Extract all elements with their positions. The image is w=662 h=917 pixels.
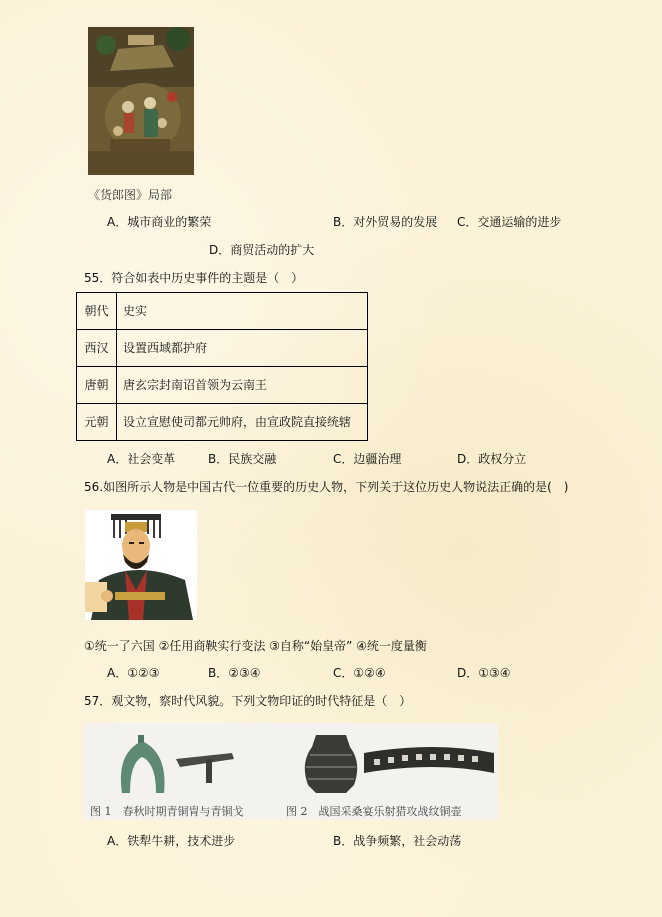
q56-stem: 56.如图所示人物是中国古代一位重要的历史人物，下列关于这位历史人物说法正确的是( ) bbox=[84, 480, 569, 494]
table-cell-fact: 设立宣慰使司都元帅府，由宣政院直接统辖 bbox=[117, 404, 368, 441]
table-row bbox=[77, 367, 368, 404]
q54-option-b[interactable]: B．对外贸易的发展 bbox=[333, 215, 438, 229]
q57-stem: 57．观文物，察时代风貌。下列文物印证的时代特征是（ ） bbox=[84, 694, 412, 708]
fig2-caption: 图 2 战国采桑宴乐射猎攻战纹铜壶 bbox=[286, 805, 462, 818]
artifacts-illustration bbox=[84, 723, 498, 801]
qin-shihuang-portrait bbox=[85, 510, 197, 620]
table-cell-dynasty: 西汉 bbox=[77, 330, 117, 367]
q55-option-a[interactable]: A．社会变革 bbox=[107, 452, 176, 466]
q54-option-d[interactable]: D．商贸活动的扩大 bbox=[209, 243, 315, 257]
table-header-row bbox=[77, 293, 368, 330]
q56-option-b[interactable]: B．②③④ bbox=[208, 666, 261, 680]
table-header-fact: 史实 bbox=[117, 293, 368, 330]
q56-option-d[interactable]: D．①③④ bbox=[457, 666, 511, 680]
portrait-illustration bbox=[85, 510, 197, 620]
fig1-caption: 图 1 春秋时期青铜胄与青铜戈 bbox=[90, 805, 244, 818]
painting-caption: 《货郎图》局部 bbox=[88, 188, 173, 202]
q57-option-b[interactable]: B．战争频繁，社会动荡 bbox=[333, 834, 462, 848]
q57-option-a[interactable]: A．铁犁牛耕，技术进步 bbox=[107, 834, 236, 848]
q54-option-c[interactable]: C．交通运输的进步 bbox=[457, 215, 562, 229]
table-cell-dynasty: 唐朝 bbox=[77, 367, 117, 404]
q56-option-a[interactable]: A．①②③ bbox=[107, 666, 160, 680]
q55-stem: 55．符合如表中历史事件的主题是（ ） bbox=[84, 271, 304, 285]
q57-artifacts-figure bbox=[84, 723, 498, 820]
q56-option-c[interactable]: C．①②④ bbox=[333, 666, 386, 680]
table-row bbox=[77, 330, 368, 367]
table-cell-fact: 设置西域都护府 bbox=[117, 330, 368, 367]
painting-illustration bbox=[88, 27, 194, 175]
q56-statements: ①统一了六国 ②任用商鞅实行变法 ③自称“始皇帝” ④统一度量衡 bbox=[84, 639, 427, 653]
q55-option-c[interactable]: C．边疆治理 bbox=[333, 452, 402, 466]
table-cell-fact: 唐玄宗封南诏首领为云南王 bbox=[117, 367, 368, 404]
table-cell-dynasty: 元朝 bbox=[77, 404, 117, 441]
table-row bbox=[77, 404, 368, 441]
q55-option-d[interactable]: D．政权分立 bbox=[457, 452, 527, 466]
q54-option-a[interactable]: A．城市商业的繁荣 bbox=[107, 215, 212, 229]
huolangtu-painting bbox=[88, 27, 194, 175]
table-header-dynasty: 朝代 bbox=[77, 293, 117, 330]
q55-option-b[interactable]: B．民族交融 bbox=[208, 452, 277, 466]
q55-history-table bbox=[76, 292, 368, 441]
